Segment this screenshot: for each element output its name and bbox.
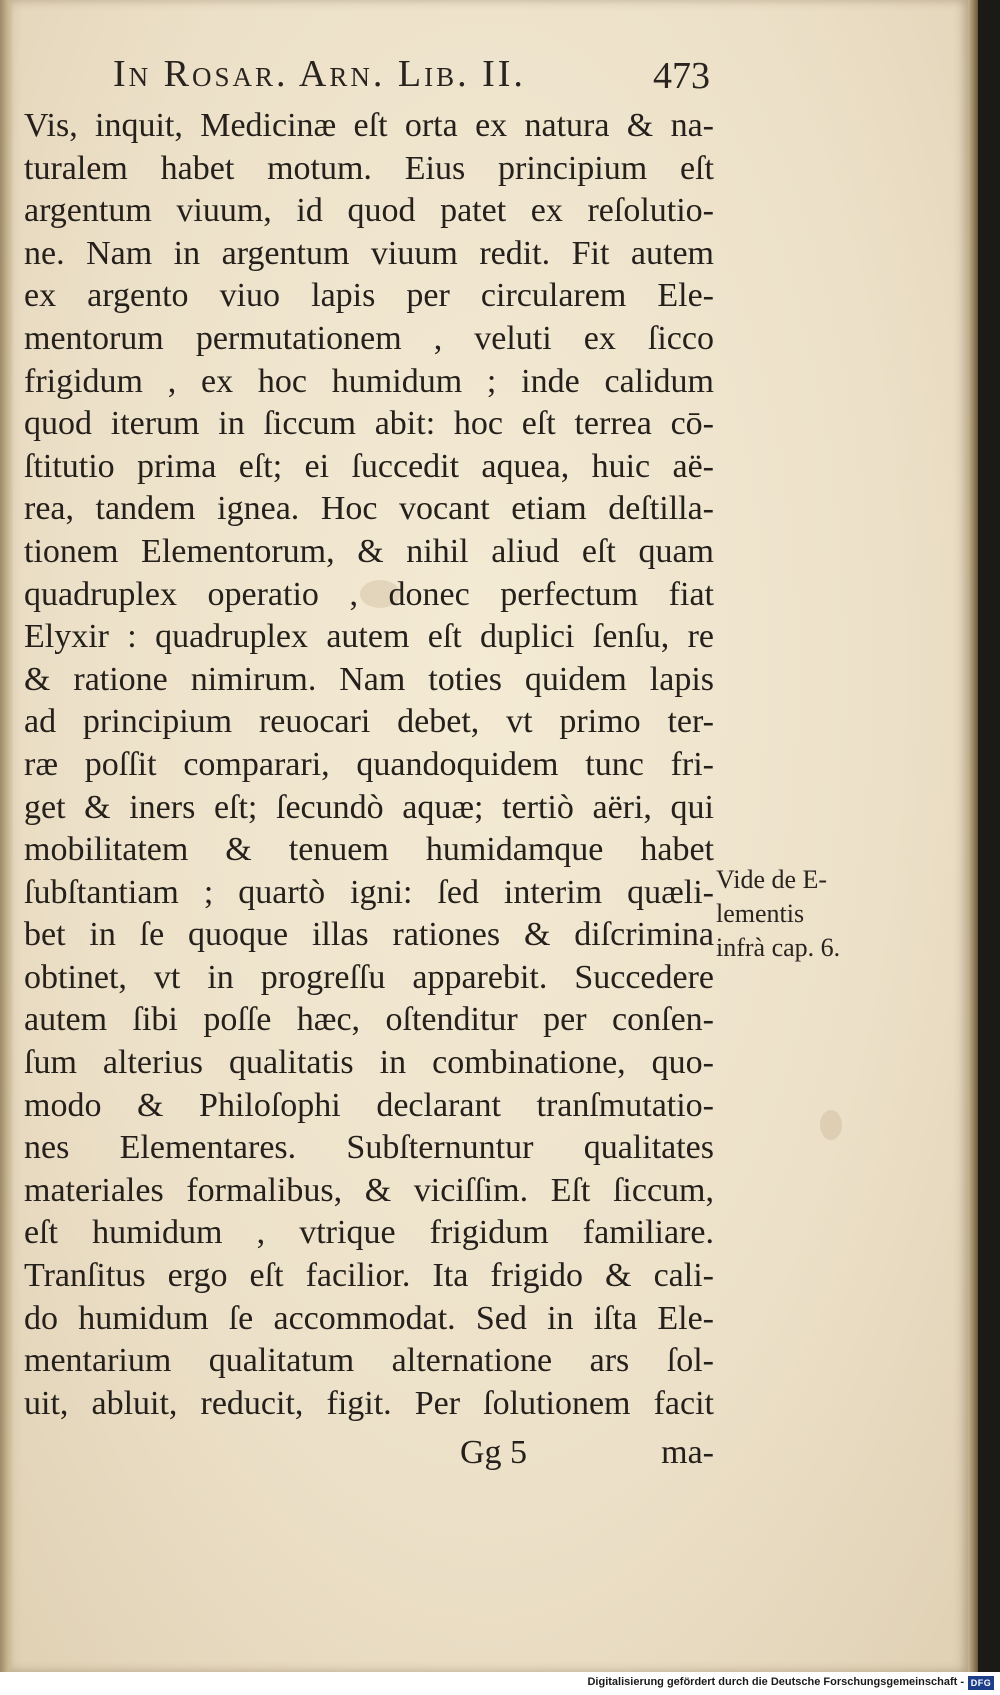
margin-note-line: Vide de E- <box>716 865 828 894</box>
text-line: nes Elementares. Subſternuntur qualitates <box>24 1129 714 1167</box>
text-line: materiales formalibus, & viciſſim. Eſt ſiccum, <box>24 1171 714 1209</box>
page-foot <box>24 1434 714 1480</box>
text-line: eſt humidum , vtrique frigidum familiare. <box>24 1214 714 1252</box>
text-line: obtinet, vt in progreſſu apparebit. Succedere <box>24 958 714 996</box>
text-line: get & iners eſt; ſecundò aquæ; tertiò aëri, qui <box>24 788 714 826</box>
text-line: uit, abluit, reducit, figit. Per ſolutionem facit <box>24 1384 714 1422</box>
text-line: ræ poſſit comparari, quandoquidem tunc fri- <box>24 745 714 783</box>
text-line: argentum viuum, id quod patet ex reſolutio- <box>24 192 714 230</box>
text-line: ne. Nam in argentum viuum redit. Fit autem <box>24 234 714 272</box>
paper-stain <box>820 1110 842 1140</box>
running-head <box>113 52 713 102</box>
text-line: autem ſibi poſſe hæc, oſtenditur per conſen- <box>24 1001 714 1039</box>
text-line: ſubſtantiam ; quartò igni: ſed interim quæli- <box>24 873 714 911</box>
text-line: Elyxir : quadruplex autem eſt duplici ſenſu, re <box>24 618 714 656</box>
text-line: quod iterum in ſiccum abit: hoc eſt terrea cō- <box>24 405 714 443</box>
page-number: 473 <box>653 55 710 97</box>
text-line: do humidum ſe accommodat. Sed in iſta Ele- <box>24 1299 714 1337</box>
page-gutter-edge <box>0 0 14 1672</box>
text-line: turalem habet motum. Eius principium eſt <box>24 149 714 187</box>
text-line: & ratione nimirum. Nam toties quidem lapis <box>24 660 714 698</box>
text-line: ſtitutio prima eſt; ei ſuccedit aquea, huic aë- <box>24 447 714 485</box>
text-line: frigidum , ex hoc humidum ; inde calidum <box>24 362 714 400</box>
text-line: modo & Philoſophi declarant tranſmutatio- <box>24 1086 714 1124</box>
signature-mark: Gg 5 <box>460 1434 528 1471</box>
text-line: tionem Elementorum, & nihil aliud eſt quam <box>24 532 714 570</box>
running-title: In Rosar. Arn. Lib. II. <box>113 53 526 95</box>
text-line: bet in ſe quoque illas rationes & diſcrimina <box>24 916 714 954</box>
margin-note-line: infrà cap. 6. <box>716 933 841 962</box>
text-line: Tranſitus ergo eſt facilior. Ita frigido & cali- <box>24 1257 714 1295</box>
text-line: mentarium qualitatum alternatione ars ſol- <box>24 1342 714 1380</box>
page-fore-edge <box>968 0 978 1672</box>
funding-credit: Digitalisierung gefördert durch die Deutsche Forschungsgemeinschaft - <box>587 1676 964 1688</box>
text-line: mentorum permutationem , veluti ex ſicco <box>24 319 714 357</box>
margin-note-line: lementis <box>716 899 805 928</box>
text-line: ex argento viuo lapis per circularem Ele- <box>24 277 714 315</box>
text-line: quadruplex operatio , donec perfectum fiat <box>24 575 714 613</box>
text-line: ad principium reuocari debet, vt primo ter- <box>24 703 714 741</box>
text-line: ſum alterius qualitatis in combinatione, quo- <box>24 1044 714 1082</box>
body-text <box>24 105 714 1425</box>
text-line: rea, tandem ignea. Hoc vocant etiam deſtilla- <box>24 490 714 528</box>
catchword: ma- <box>661 1434 714 1471</box>
dfg-logo: DFG <box>968 1676 994 1690</box>
digitization-footer <box>0 1672 1000 1695</box>
text-line: Vis, inquit, Medicinæ eſt orta ex natura & na- <box>24 107 714 144</box>
text-line: mobilitatem & tenuem humidamque habet <box>24 831 714 869</box>
margin-note <box>716 863 876 965</box>
